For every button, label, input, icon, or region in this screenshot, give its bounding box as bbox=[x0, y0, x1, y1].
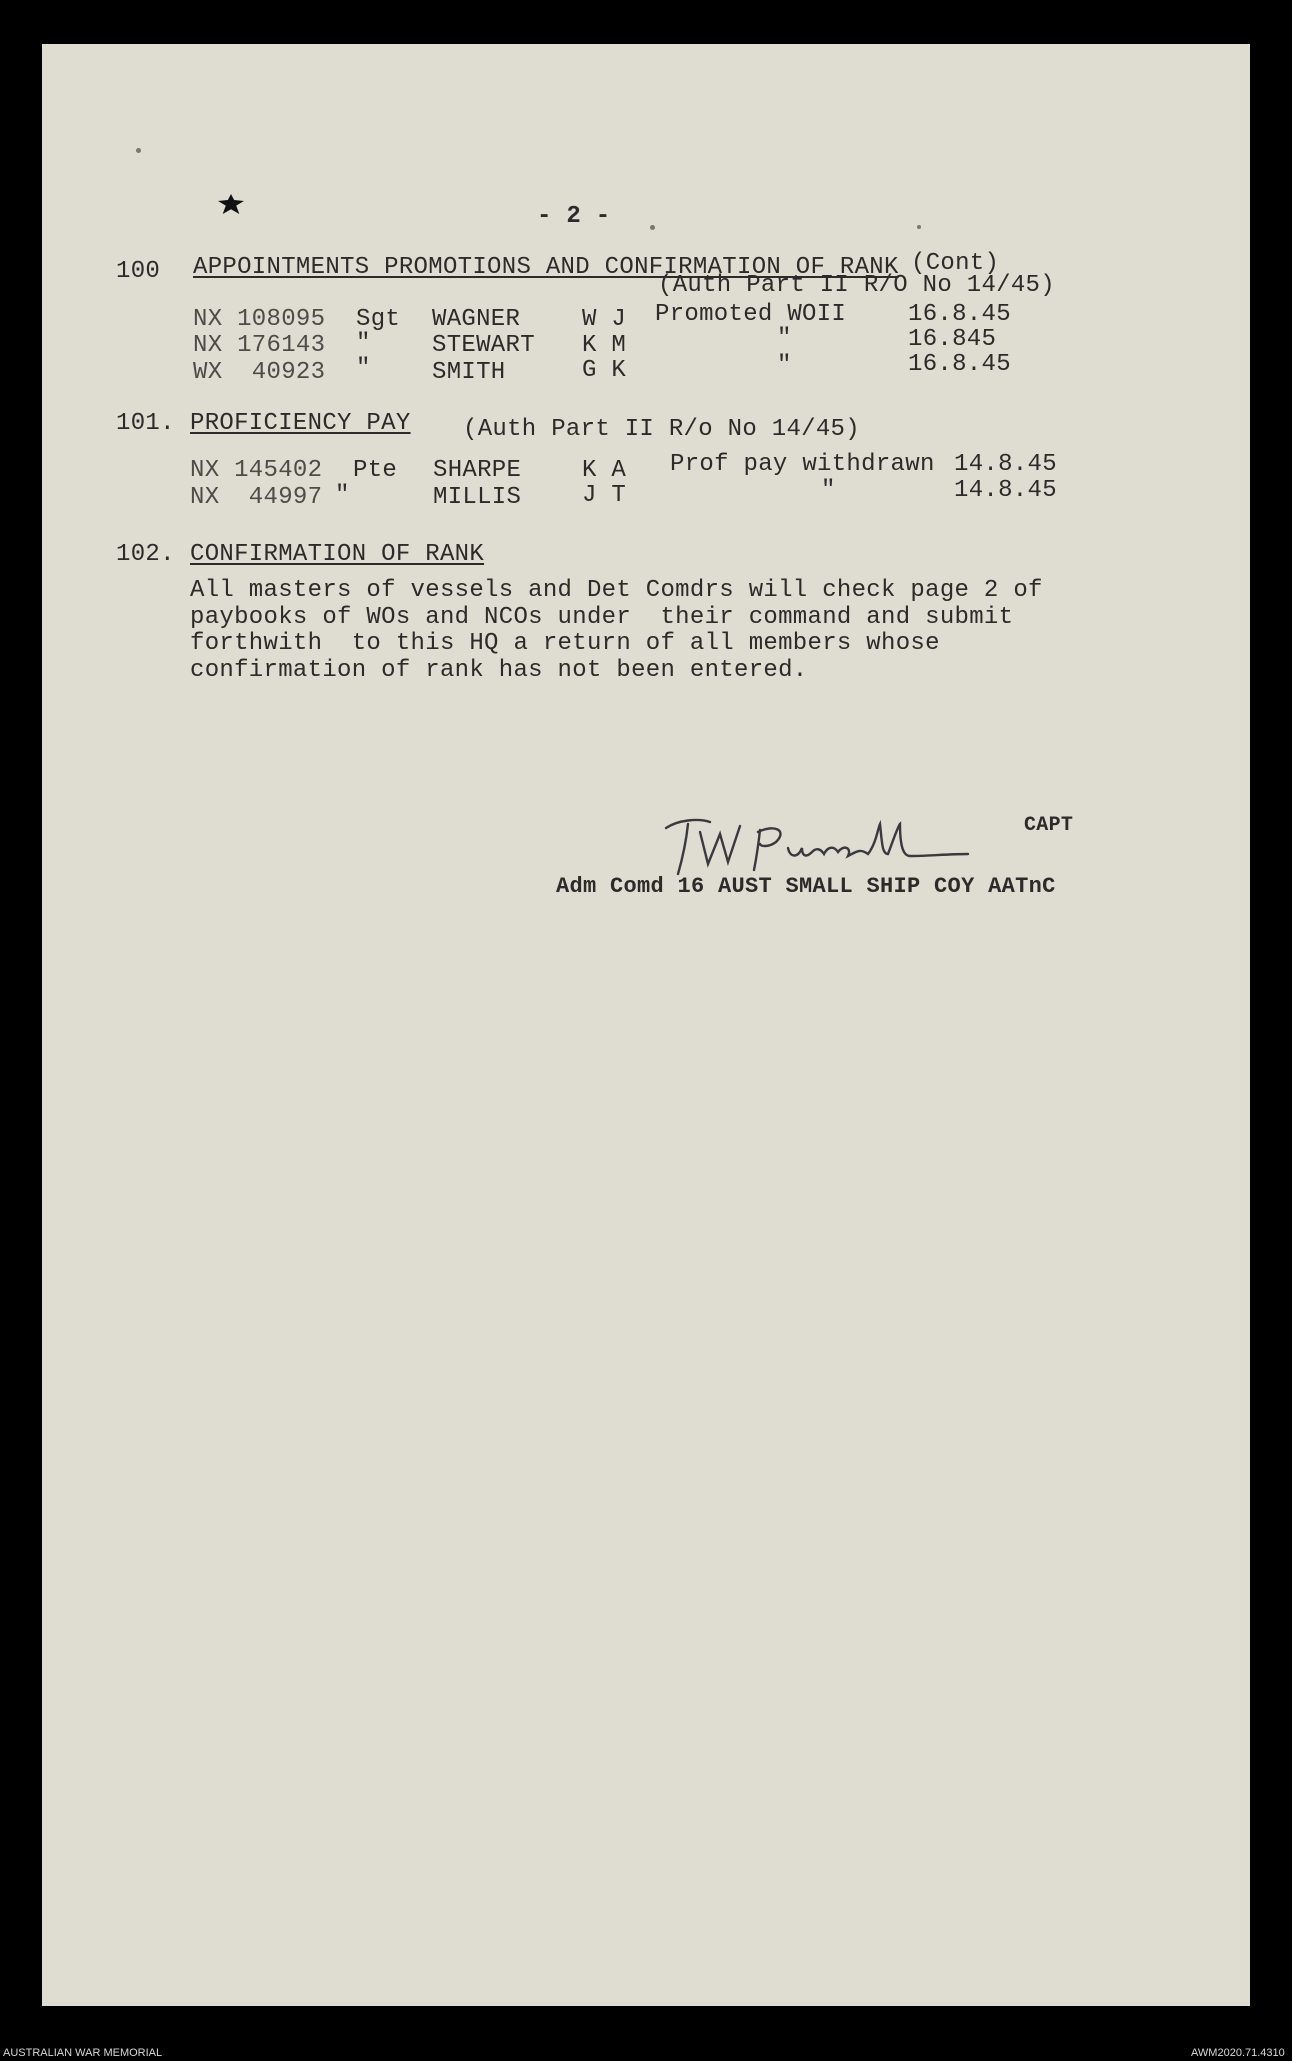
date: 16.845 bbox=[908, 326, 997, 353]
signatory-appointment: Adm Comd 16 AUST SMALL SHIP COY AATnC bbox=[556, 874, 1056, 899]
date: 14.8.45 bbox=[954, 477, 1057, 504]
rank: Sgt bbox=[356, 306, 401, 333]
signatory-rank: CAPT bbox=[1024, 814, 1074, 837]
action: " bbox=[777, 325, 792, 352]
paper-speck bbox=[650, 225, 655, 230]
rank: " bbox=[356, 355, 371, 382]
action: Promoted WOII bbox=[655, 301, 847, 328]
action: " bbox=[777, 352, 792, 379]
section-100-number: 100 bbox=[116, 258, 161, 285]
rank: " bbox=[335, 482, 350, 509]
service-number: NX 108095 bbox=[193, 306, 326, 333]
paper-speck bbox=[917, 225, 921, 229]
paper-speck bbox=[136, 148, 141, 153]
action: " bbox=[821, 477, 836, 504]
initials: J T bbox=[582, 482, 627, 509]
date: 16.8.45 bbox=[908, 301, 1011, 328]
rank: " bbox=[356, 330, 371, 357]
section-100-title-suffix: (Cont) bbox=[911, 250, 1000, 277]
date: 14.8.45 bbox=[954, 451, 1057, 478]
section-101-number: 101. bbox=[116, 410, 175, 437]
initials: K A bbox=[582, 457, 627, 484]
handwritten-signature bbox=[648, 808, 1020, 878]
surname: STEWART bbox=[432, 332, 535, 359]
body-line: All masters of vessels and Det Comdrs will check page 2 of bbox=[190, 577, 1043, 604]
footer-accession-number: AWM2020.71.4310 bbox=[1191, 2047, 1285, 2059]
section-100-authority: (Auth Part II R/O No 14/45) bbox=[658, 272, 1055, 299]
surname: WAGNER bbox=[432, 306, 521, 333]
body-line: confirmation of rank has not been entered. bbox=[190, 657, 808, 684]
service-number: NX 145402 bbox=[190, 457, 323, 484]
initials: K M bbox=[582, 332, 627, 359]
footer-credit: AUSTRALIAN WAR MEMORIAL bbox=[3, 2047, 163, 2059]
body-line: forthwith to this HQ a return of all members whose bbox=[190, 630, 940, 657]
service-number: NX 44997 bbox=[190, 484, 323, 511]
surname: SHARPE bbox=[433, 457, 522, 484]
initials: W J bbox=[582, 306, 627, 333]
section-102-number: 102. bbox=[116, 541, 175, 568]
date: 16.8.45 bbox=[908, 351, 1011, 378]
section-100-title: APPOINTMENTS PROMOTIONS AND CONFIRMATION OF RANK bbox=[193, 254, 899, 281]
service-number: NX 176143 bbox=[193, 332, 326, 359]
service-number: WX 40923 bbox=[193, 359, 326, 386]
punch-hole bbox=[218, 194, 244, 214]
section-101-authority: (Auth Part II R/o No 14/45) bbox=[463, 416, 860, 443]
surname: MILLIS bbox=[433, 484, 522, 511]
action: Prof pay withdrawn bbox=[670, 451, 935, 478]
section-102-title: CONFIRMATION OF RANK bbox=[190, 541, 485, 568]
page-number: - 2 - bbox=[537, 203, 611, 230]
surname: SMITH bbox=[432, 359, 506, 386]
body-line: paybooks of WOs and NCOs under their command and submit bbox=[190, 604, 1014, 631]
section-101-title: PROFICIENCY PAY bbox=[190, 410, 411, 437]
initials: G K bbox=[582, 357, 627, 384]
rank: Pte bbox=[353, 457, 398, 484]
